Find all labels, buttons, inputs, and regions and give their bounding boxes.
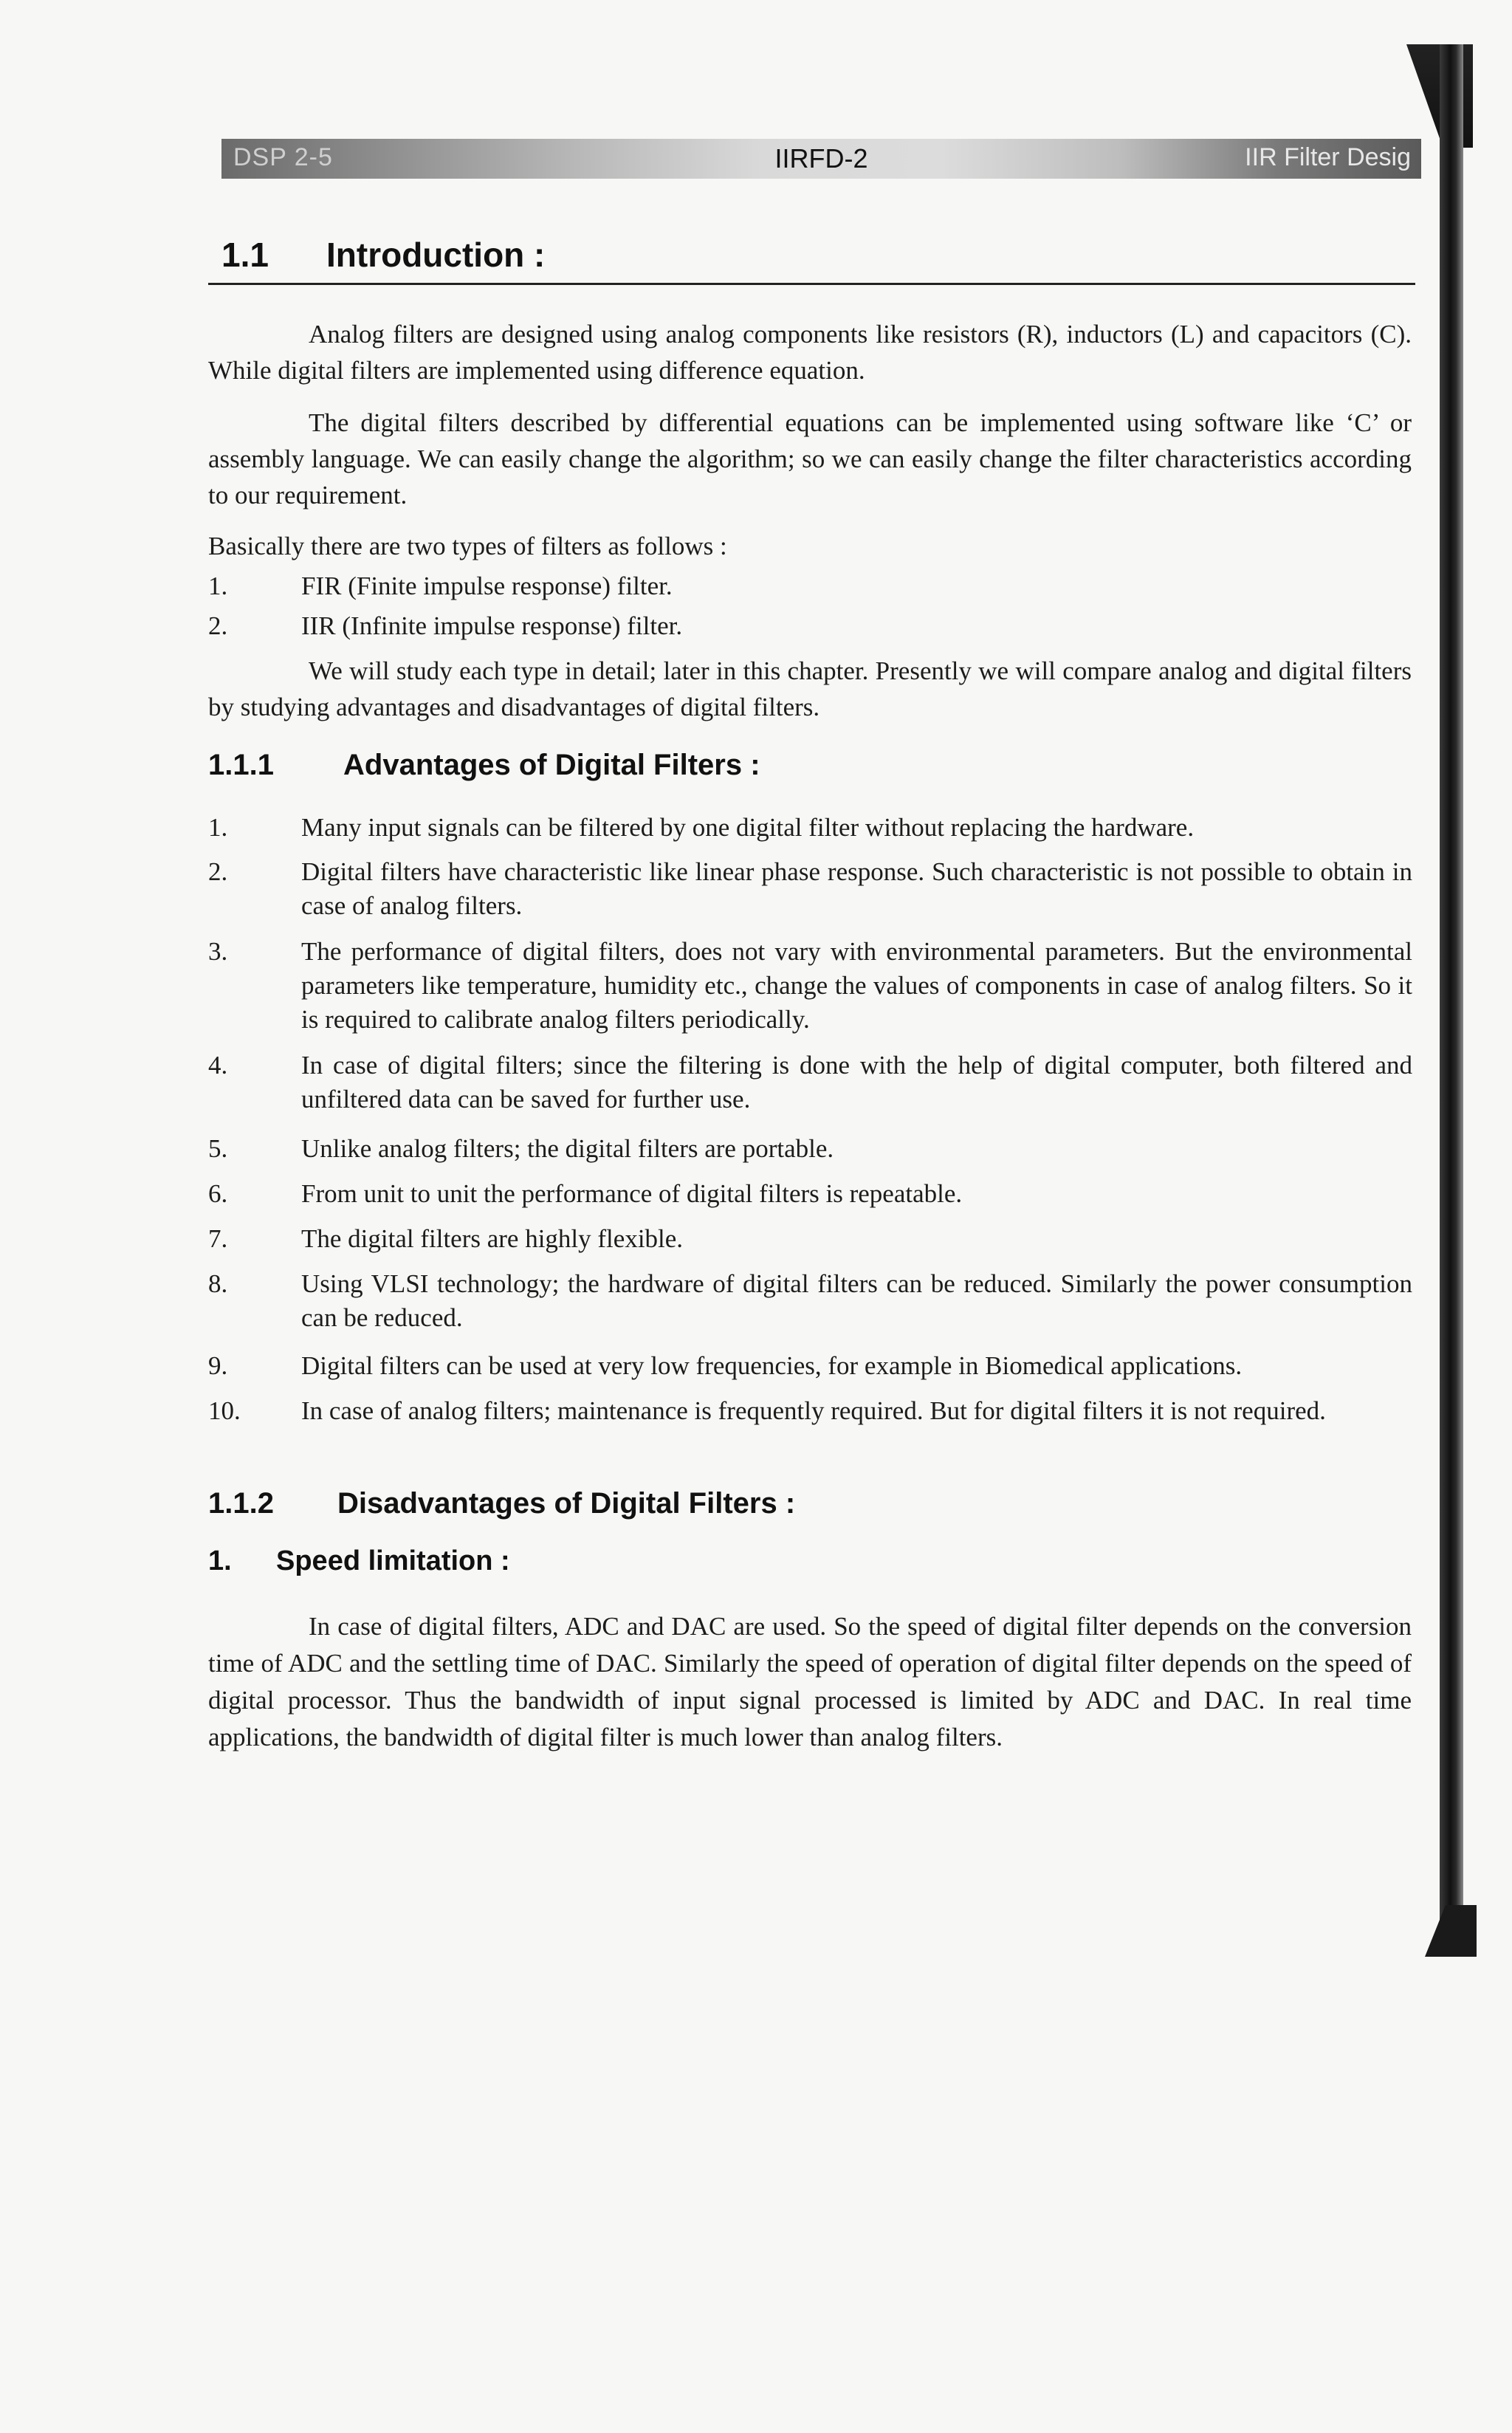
section-title: Disadvantages of Digital Filters : xyxy=(337,1487,796,1520)
list-text: FIR (Finite impulse response) filter. xyxy=(301,572,673,600)
subsection-number: 1. xyxy=(208,1545,232,1576)
list-number: 2. xyxy=(208,611,228,640)
list-number: 1. xyxy=(208,572,228,600)
section-title: Advantages of Digital Filters : xyxy=(343,749,760,781)
section-number: 1.1.2 xyxy=(208,1487,274,1520)
section-heading-1-1-2 xyxy=(208,1487,795,1520)
list-number: 7. xyxy=(208,1224,228,1253)
section-rule xyxy=(208,283,1415,285)
list-number: 3. xyxy=(208,937,228,966)
binding-shadow xyxy=(1440,44,1463,1957)
list-number: 8. xyxy=(208,1269,228,1298)
section-heading-1-1-1 xyxy=(208,749,760,782)
section-number: 1.1.1 xyxy=(208,749,274,781)
list-text: IIR (Infinite impulse response) filter. xyxy=(301,611,683,640)
types-intro: Basically there are two types of filters as follows : xyxy=(208,532,727,560)
list-text: In case of analog filters; maintenance is frequently required. But for digital filters it is not required. xyxy=(301,1396,1326,1425)
list-number: 9. xyxy=(208,1351,228,1380)
header-left-text: DSP 2-5 xyxy=(233,143,333,171)
list-number: 2. xyxy=(208,857,228,886)
list-number: 6. xyxy=(208,1179,228,1208)
list-text: Digital filters can be used at very low frequencies, for example in Biomedical applications. xyxy=(301,1351,1243,1380)
list-text: The digital filters are highly flexible. xyxy=(301,1224,684,1253)
list-text: Digital filters have characteristic like linear phase response. Such characteristic is not possible to obtain in case of analog filters. xyxy=(301,857,1412,920)
list-text: From unit to unit the performance of digital filters is repeatable. xyxy=(301,1179,963,1208)
section-number: 1.1 xyxy=(221,236,269,274)
list-text: Unlike analog filters; the digital filters are portable. xyxy=(301,1134,834,1163)
speed-limitation-paragraph: In case of digital filters, ADC and DAC are used. So the speed of digital filter depends on the conversion time of ADC and the settling time of DAC. Similarly the speed of operation of digital filter depends on the speed of digital processor. Thus the bandwidth of input signal processed is limited by ADC and DAC. In real time applications, the bandwidth of digital filter is much lower than analog filters. xyxy=(208,1612,1412,1751)
list-number: 10. xyxy=(208,1396,241,1425)
intro-closing-paragraph: We will study each type in detail; later in this chapter. Presently we will compare analog and digital filters by studying advantages and disadvantages of digital filters. xyxy=(208,656,1412,721)
list-text: Many input signals can be filtered by one digital filter without replacing the hardware. xyxy=(301,813,1195,842)
section-heading-1-1 xyxy=(221,235,545,275)
list-number: 4. xyxy=(208,1051,228,1080)
list-text: Using VLSI technology; the hardware of digital filters can be reduced. Similarly the power consumption can be reduced. xyxy=(301,1269,1412,1332)
section-title: Introduction : xyxy=(326,236,546,274)
list-text: In case of digital filters; since the filtering is done with the help of digital computer, both filtered and unfiltered data can be saved for further use. xyxy=(301,1051,1412,1113)
intro-paragraph-1: Analog filters are designed using analog components like resistors (R), inductors (L) and capacitors (C). While digital filters are implemented using difference equation. xyxy=(208,320,1412,385)
running-header xyxy=(221,139,1421,179)
subsection-title: Speed limitation : xyxy=(276,1545,510,1576)
list-number: 5. xyxy=(208,1134,228,1163)
intro-paragraph-2: The digital filters described by differential equations can be implemented using software like ‘C’ or assembly language. We can easily change the algorithm; so we can easily change the filter characteristics according to our requirement. xyxy=(208,408,1412,509)
header-page-label: IIRFD-2 xyxy=(774,143,868,174)
header-chapter-title: IIR Filter Desig xyxy=(1245,143,1411,171)
list-text: The performance of digital filters, does not vary with environmental parameters. But the environmental parameters like temperature, humidity etc., change the values of components in case of analog filters. So it is required to calibrate analog filters periodically. xyxy=(301,937,1412,1034)
subsection-heading xyxy=(208,1545,510,1577)
binding-shadow-bottom xyxy=(1425,1905,1477,1957)
list-number: 1. xyxy=(208,813,228,842)
